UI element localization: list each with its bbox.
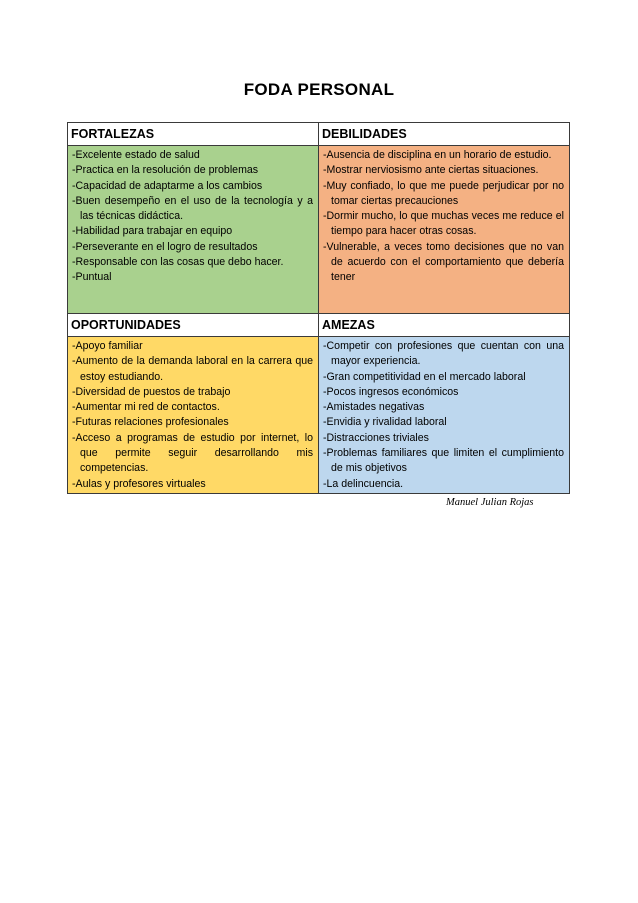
list-item-text: Buen desempeño en el uso de la tecnología y a las técnicas didáctica. [75,194,313,223]
page-title: FODA PERSONAL [243,80,395,99]
fortalezas-cell [68,146,319,314]
foda-table [67,122,570,494]
list-item [323,446,564,477]
bullet-dash: - [72,240,76,253]
fortalezas-header: FORTALEZAS [68,123,319,146]
list-item-text: La delincuencia. [326,477,404,490]
bullet-dash: - [72,271,76,284]
bullet-dash: - [72,225,76,238]
list-item [323,148,564,163]
list-item-text: Practica en la resolución de problemas [75,164,259,177]
bullet-dash: - [323,149,327,161]
bullet-dash: - [72,401,76,414]
fortalezas-list [72,148,313,286]
bullet-dash: - [72,340,76,352]
bullet-dash: - [323,210,327,223]
list-item [323,339,564,370]
bullet-dash: - [323,240,327,253]
list-item-text: Puntual [75,271,112,284]
list-item-text: Aumento de la demanda laboral en la carrera que estoy estudiando. [75,355,313,383]
list-item-text: Aumentar mi red de contactos. [75,401,220,414]
bullet-dash: - [323,477,327,490]
list-item-text: Vulnerable, a veces tomo decisiones que no van de acuerdo con el comportamiento que debería tener [326,240,564,284]
list-item [72,194,313,225]
list-item [72,385,313,400]
list-item [72,354,313,385]
debilidades-list [323,148,564,286]
bullet-dash: - [323,385,327,398]
oportunidades-cell [68,337,319,494]
bullet-dash: - [323,447,327,460]
bullet-dash: - [72,256,76,269]
list-item-text: Dormir mucho, lo que muchas veces me reduce el tiempo para hacer otras cosas. [326,210,564,238]
list-item [72,255,313,270]
bullet-dash: - [72,431,76,444]
list-item-text: Problemas familiares que limiten el cumplimiento de mis objetivos [326,447,564,475]
list-item [323,400,564,415]
bullet-dash: - [323,401,327,414]
bullet-dash: - [72,385,76,398]
list-item-text: Excelente estado de salud [75,149,200,161]
list-item [72,240,313,255]
bullet-dash: - [323,340,327,352]
list-item [323,370,564,385]
author-signature: Manuel Julian Rojas [446,497,534,508]
list-item-text: Acceso a programas de estudio por internet, lo que permite seguir desarrollando mis competencias. [75,431,313,475]
list-item [323,179,564,210]
bullet-dash: - [72,179,76,192]
list-item-text: Apoyo familiar [75,340,143,352]
bullet-dash: - [72,164,76,177]
amenazas-list [323,339,564,492]
list-item-text: Muy confiado, lo que me puede perjudicar por no tomar ciertas precauciones [326,179,564,207]
oportunidades-list [72,339,313,492]
list-item [323,209,564,240]
list-item-text: Perseverante en el logro de resultados [75,240,258,253]
debilidades-header: DEBILIDADES [319,123,570,146]
list-item-text: Capacidad de adaptarme a los cambios [75,179,263,192]
oportunidades-header: OPORTUNIDADES [68,314,319,337]
bullet-dash: - [323,179,327,192]
bullet-dash: - [72,416,76,429]
bullet-dash: - [323,164,327,177]
amenazas-header: AMEZAS [319,314,570,337]
list-item-text: Habilidad para trabajar en equipo [75,225,233,238]
list-item [72,163,313,178]
bullet-dash: - [323,431,327,444]
list-item [323,431,564,446]
list-item [72,400,313,415]
bullet-dash: - [323,416,327,429]
list-item [323,477,564,492]
bullet-dash: - [72,149,76,161]
list-item-text: Pocos ingresos económicos [326,385,459,398]
bullet-dash: - [72,477,76,490]
list-item-text: Responsable con las cosas que debo hacer. [75,256,284,269]
list-item [72,270,313,285]
list-item [323,163,564,178]
list-item [72,477,313,492]
bullet-dash: - [323,370,327,383]
list-item-text: Competir con profesiones que cuentan con una mayor experiencia. [326,340,564,368]
list-item-text: Ausencia de disciplina en un horario de estudio. [326,149,552,161]
list-item [72,179,313,194]
list-item-text: Envidia y rivalidad laboral [326,416,447,429]
list-item-text: Diversidad de puestos de trabajo [75,385,231,398]
list-item [72,224,313,239]
list-item [72,431,313,477]
list-item-text: Aulas y profesores virtuales [75,477,206,490]
list-item [323,240,564,286]
debilidades-cell [319,146,570,314]
bullet-dash: - [72,194,76,207]
list-item-text: Amistades negativas [326,401,425,414]
list-item [323,415,564,430]
list-item [72,415,313,430]
list-item [72,339,313,354]
list-item-text: Gran competitividad en el mercado laboral [326,370,526,383]
list-item-text: Distracciones triviales [326,431,429,444]
list-item-text: Futuras relaciones profesionales [75,416,229,429]
list-item [323,385,564,400]
amenazas-cell [319,337,570,494]
list-item-text: Mostrar nerviosismo ante ciertas situaciones. [326,164,539,177]
list-item [72,148,313,163]
bullet-dash: - [72,355,76,368]
